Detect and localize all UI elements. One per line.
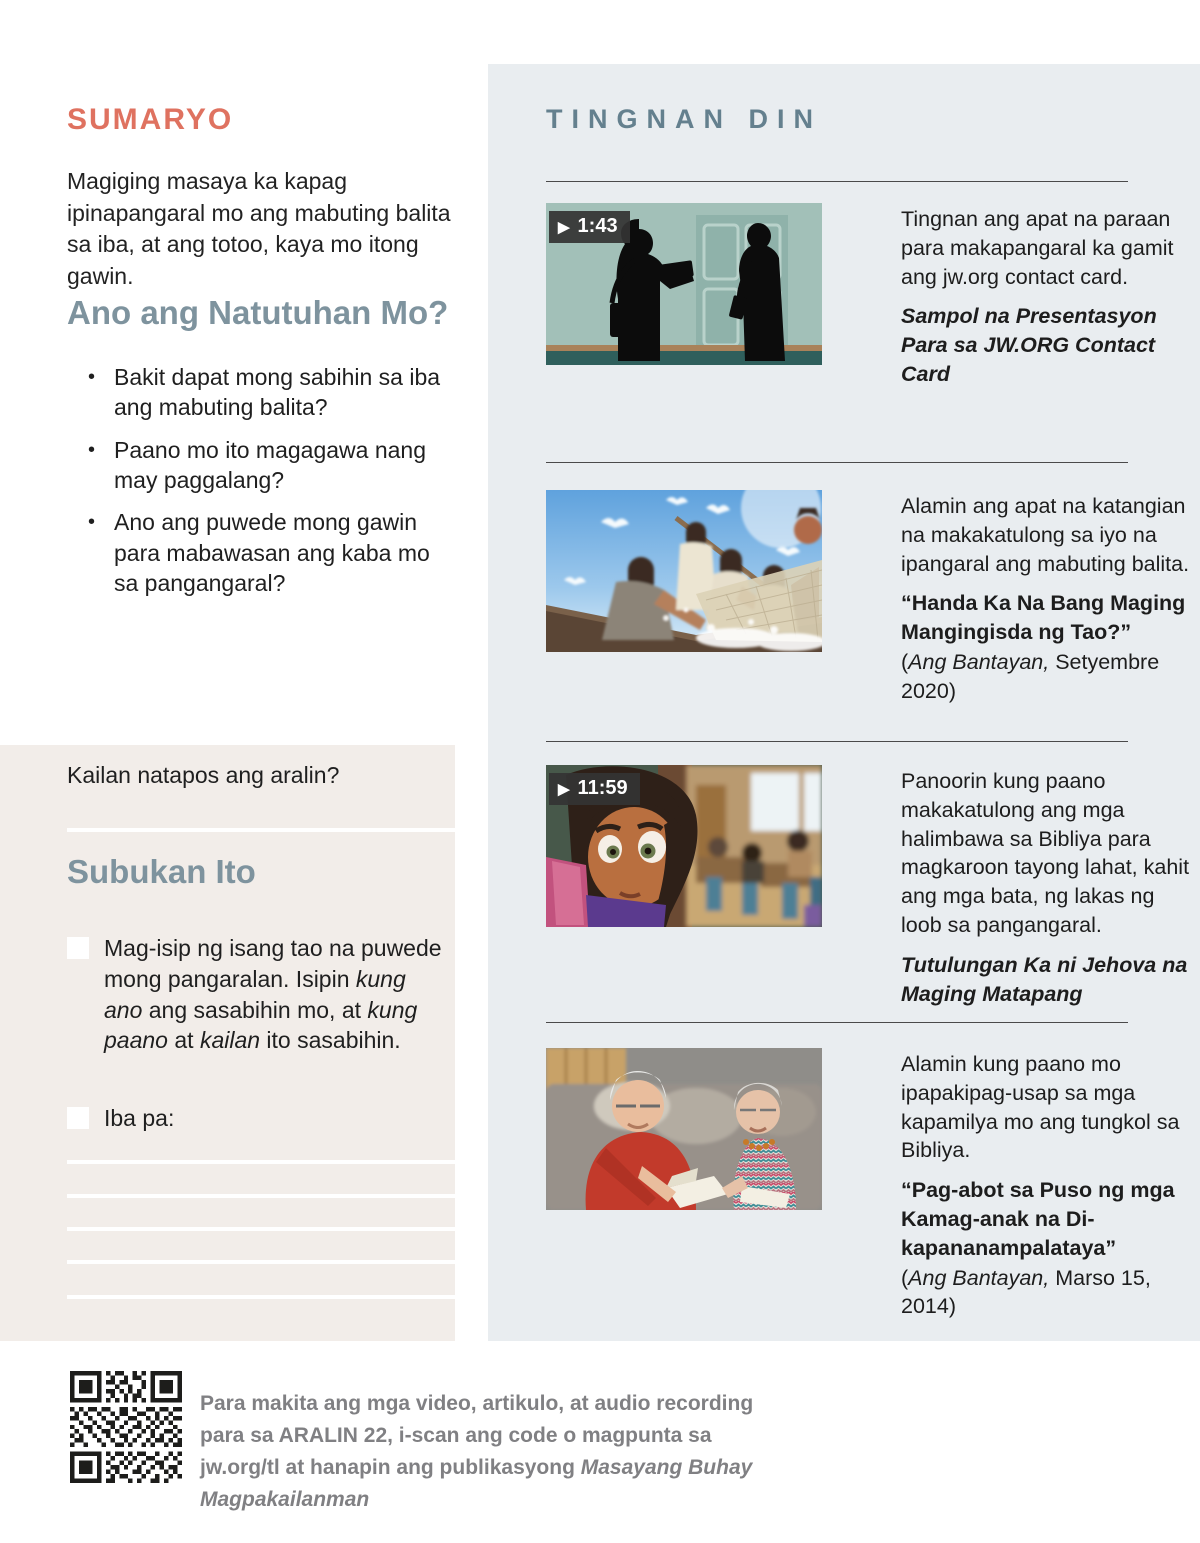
task-text: Iba pa: <box>104 1105 175 1131</box>
writing-line[interactable] <box>67 1194 455 1198</box>
media-item-contact-card <box>546 203 1186 443</box>
media-ref-title[interactable]: “Handa Ka Na Bang Maging Mangingisda ng Tao?” <box>901 591 1186 645</box>
media-item-be-brave <box>546 765 1190 1006</box>
summary-title: SUMARYO <box>67 103 234 136</box>
media-ref-title[interactable]: Sampol na Presentasyon Para sa JW.ORG Contact Card <box>901 304 1157 386</box>
divider <box>546 1022 1128 1023</box>
worksheet-panel <box>0 745 455 1341</box>
media-ref-title[interactable]: Tutulungan Ka ni Jehova na Maging Matapang <box>901 952 1188 1006</box>
bullet-text: Bakit dapat mong sabihin sa iba ang mabuting balita? <box>114 364 441 421</box>
checkbox[interactable] <box>67 937 89 959</box>
divider <box>546 462 1128 463</box>
media-desc: Alamin ang apat na katangian na makakatulong sa iyo na ipangaral ang mabuting balita. <box>901 494 1190 576</box>
writing-line[interactable] <box>67 1227 455 1231</box>
media-item-fishers <box>546 490 1190 730</box>
bullet-icon: • <box>88 511 96 534</box>
thumbnail-relatives-article[interactable] <box>546 1048 822 1210</box>
writing-line[interactable] <box>67 1160 455 1164</box>
video-duration: 1:43 <box>577 215 618 237</box>
task-text: Mag-isip ng isang tao na puwede mong pangaralan. Isipin kung ano ang sasabihin mo, at kung paano at kailan ito sasabihin. <box>104 935 442 1054</box>
bullet-item <box>88 507 448 598</box>
divider <box>546 741 1128 742</box>
lesson-completed-question: Kailan natapos ang aralin? <box>67 762 340 788</box>
media-desc: Tingnan ang apat na paraan para makapangaral ka gamit ang jw.org contact card. <box>901 207 1174 289</box>
media-ref-title[interactable]: “Pag-abot sa Puso ng mga Kamag-anak na Di-kapananampalataya” <box>901 1178 1175 1260</box>
see-also-panel <box>488 64 1200 1341</box>
media-ref-source: (Ang Bantayan, Marso 15, 2014) <box>901 1265 1151 1319</box>
thumbnail-be-brave-video[interactable] <box>546 765 822 927</box>
bullet-icon: • <box>88 366 96 388</box>
media-desc: Alamin kung paano mo ipapakipag-usap sa mga kapamilya mo ang tungkol sa Bibliya. <box>901 1052 1180 1163</box>
video-duration-badge <box>549 211 630 243</box>
see-also-title: TINGNAN DIN <box>546 104 822 134</box>
learned-bullet-list <box>88 362 448 611</box>
try-this-title: Subukan Ito <box>67 853 256 890</box>
video-duration: 11:59 <box>577 777 628 799</box>
bullet-icon: • <box>88 438 96 461</box>
thumbnail-fishers-article[interactable] <box>546 490 822 652</box>
media-ref-source: (Ang Bantayan, Setyembre 2020) <box>901 649 1160 703</box>
video-duration-badge <box>549 773 640 805</box>
media-item-relatives <box>546 1048 1186 1319</box>
writing-line[interactable] <box>67 1260 455 1264</box>
writing-line[interactable] <box>67 1295 455 1299</box>
thumbnail-contact-card-video[interactable] <box>546 203 822 365</box>
play-icon: ▶ <box>558 780 570 798</box>
footer-instructions: Para makita ang mga video, artikulo, at audio recording para sa ARALIN 22, i-scan ang code o magpunta sa jw.org/tl at hanapin ang publikasyong Masayang Buhay Magpakailanman <box>200 1392 754 1511</box>
try-task-2 <box>67 1103 442 1134</box>
divider <box>546 181 1128 182</box>
play-icon: ▶ <box>558 218 570 236</box>
bullet-text: Paano mo ito magagawa nang may paggalang? <box>114 436 426 494</box>
publication-title: Masayang Buhay Magpakailanman <box>200 1455 753 1511</box>
media-desc: Panoorin kung paano makakatulong ang mga halimbawa sa Bibliya para magkaroon tayong lahat, kahit ang mga bata, ng lakas ng loob sa pangangaral. <box>901 769 1190 937</box>
checkbox[interactable] <box>67 1107 89 1129</box>
bullet-item <box>88 362 448 423</box>
summary-body: Magiging masaya ka kapag ipinapangaral mo ang mabuting balita sa iba, at ang totoo, kaya mo itong gawin. <box>67 168 451 289</box>
try-task-1 <box>67 933 442 1056</box>
bullet-item <box>88 435 448 496</box>
answer-line[interactable] <box>67 828 455 832</box>
bullet-text: Ano ang puwede mong gawin para mabawasan ang kaba mo sa pangangaral? <box>114 509 430 597</box>
learned-section-title: Ano ang Natutuhan Mo? <box>67 294 449 331</box>
qr-code[interactable] <box>70 1371 182 1483</box>
